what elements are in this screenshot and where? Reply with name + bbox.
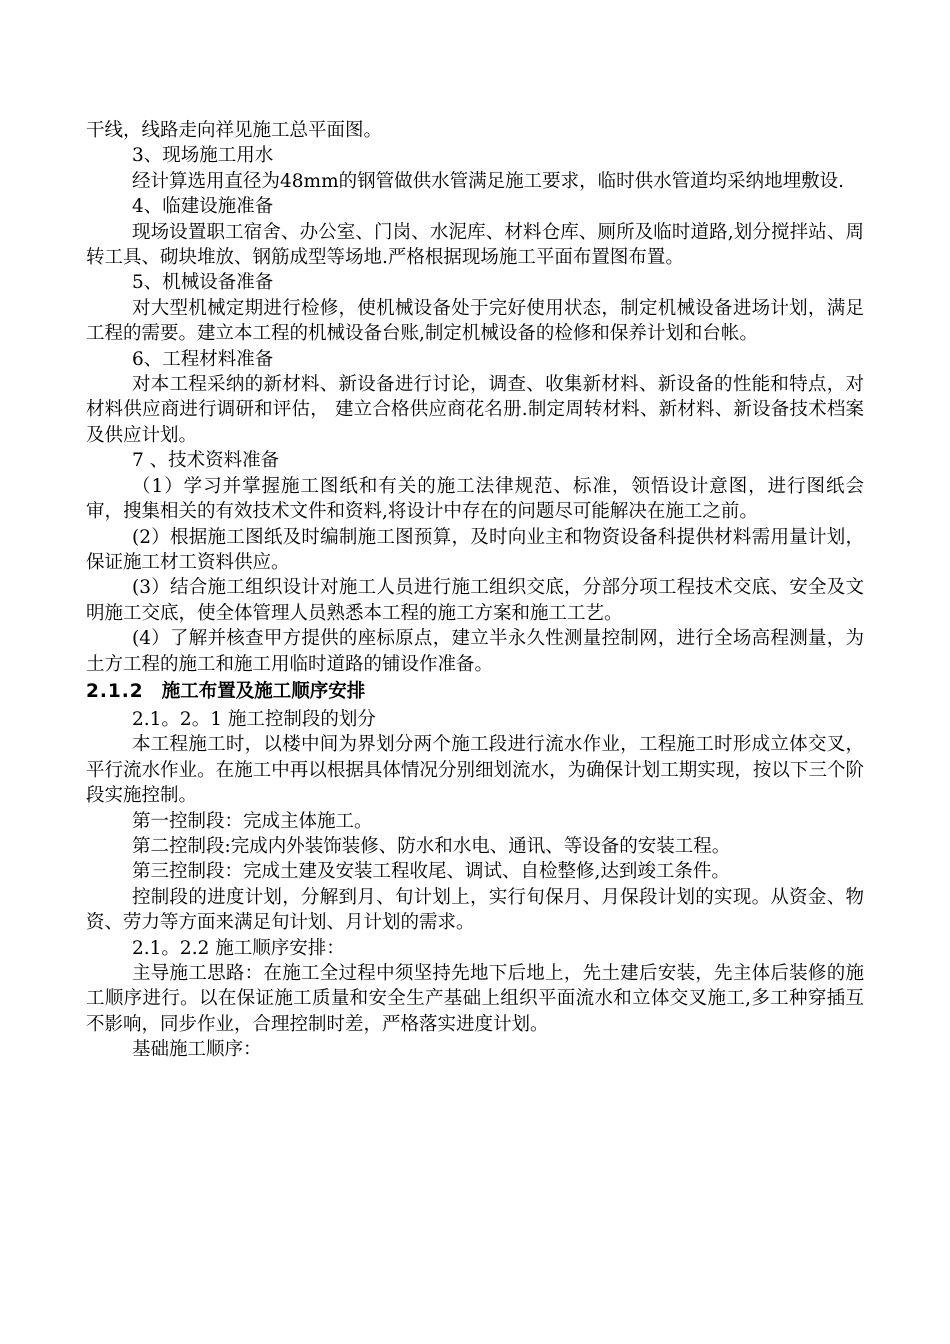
paragraph-text: (3）结合施工组织设计对施工人员进行施工组织交底，分部分项工程技术交底、安全及文明施工交底，使全体管理人员熟悉本工程的施工方案和施工工艺。 — [86, 577, 864, 624]
paragraph-text: 现场设置职工宿舍、办公室、门岗、水泥库、材料仓库、厕所及临时道路,划分搅拌站、周转工具、砌块堆放、钢筋成型等场地.严格根据现场施工平面布置图布置。 — [86, 221, 864, 269]
item-heading-water: 3、现场施工用水 — [132, 145, 274, 167]
paragraph-text: 第二控制段:完成内外装饰装修、防水和水电、通讯、等设备的安装工程。 — [132, 835, 731, 857]
paragraph-text: 主导施工思路：在施工全过程中须坚持先地下后地上，先土建后安装，先主体后装修的施工顺序进行。以在保证施工质量和安全生产基础上组织平面流水和立体交叉施工,多工种穿插互不影响，同步作业，合理控制时差，严格落实进度计划。 — [86, 963, 864, 1035]
paragraph-text: 经计算选用直径为48mm的钢管做供水管满足施工要求，临时供水管道均采纳地埋敷设. — [132, 170, 845, 192]
item-heading-materials: 6、工程材料准备 — [132, 348, 274, 370]
item-heading-technical-data: 7 、技术资料准备 — [132, 450, 280, 472]
paragraph-text: 第一控制段：完成主体施工。 — [132, 810, 373, 832]
document-page — [86, 118, 864, 1063]
paragraph-text: (4）了解并核查甲方提供的座标原点，建立半永久性测量控制网，进行全场高程测量，为土方工程的施工和施工用临时道路的铺设作准备。 — [86, 628, 864, 675]
paragraph-text: 基础施工顺序： — [132, 1039, 262, 1061]
paragraph-text: 对大型机械定期进行检修，使机械设备处于完好使用状态，制定机械设备进场计划，满足工程的需要。建立本工程的机械设备台账,制定机械设备的检修和保养计划和台帐。 — [86, 297, 864, 345]
section-number: 2.1.2 — [86, 680, 144, 702]
subsection-heading: 2.1。2.2 施工顺序安排： — [132, 937, 345, 959]
section-title: 施工布置及施工顺序安排 — [161, 680, 366, 702]
paragraph-text: 本工程施工时，以楼中间为界划分两个施工段进行流水作业，工程施工时形成立体交叉，平行流水作业。在施工中再以根据具体情况分别细划流水，为确保计划工期实现，按以下三个阶段实施控制。 — [86, 734, 864, 807]
paragraph-text: (2）根据施工图纸及时编制施工图预算，及时向业主和物资设备科提供材料需用量计划，保证施工材工资料供应。 — [86, 526, 864, 573]
section-heading — [86, 677, 864, 707]
item-heading-temp-facilities: 4、临建设施准备 — [132, 196, 274, 218]
item-heading-machinery: 5、机械设备准备 — [132, 272, 274, 294]
paragraph-text: 对本工程采纳的新材料、新设备进行讨论，调查、收集新材料、新设备的性能和特点，对材料供应商进行调研和评估， 建立合格供应商花名册.制定周转材料、新材料、新设备技术档案及供应计划。 — [86, 374, 864, 446]
paragraph-text: 第三控制段：完成土建及安装工程收尾、调试、自检整修,达到竣工条件。 — [132, 861, 730, 883]
paragraph-text: 控制段的进度计划，分解到月、旬计划上，实行旬保月、月保段计划的实现。从资金、物资、劳力等方面来满足旬计划、月计划的需求。 — [86, 886, 864, 934]
paragraph-text: 干线，线路走向祥见施工总平面图。 — [86, 120, 383, 141]
subsection-heading: 2.1。2。1 施工控制段的划分 — [132, 708, 376, 730]
paragraph-text: （1）学习并掌握施工图纸和有关的施工法律规范、标准，领悟设计意图，进行图纸会审，搜集相关的有效技术文件和资料,将设计中存在的问题尽可能解决在施工之前。 — [86, 475, 864, 523]
